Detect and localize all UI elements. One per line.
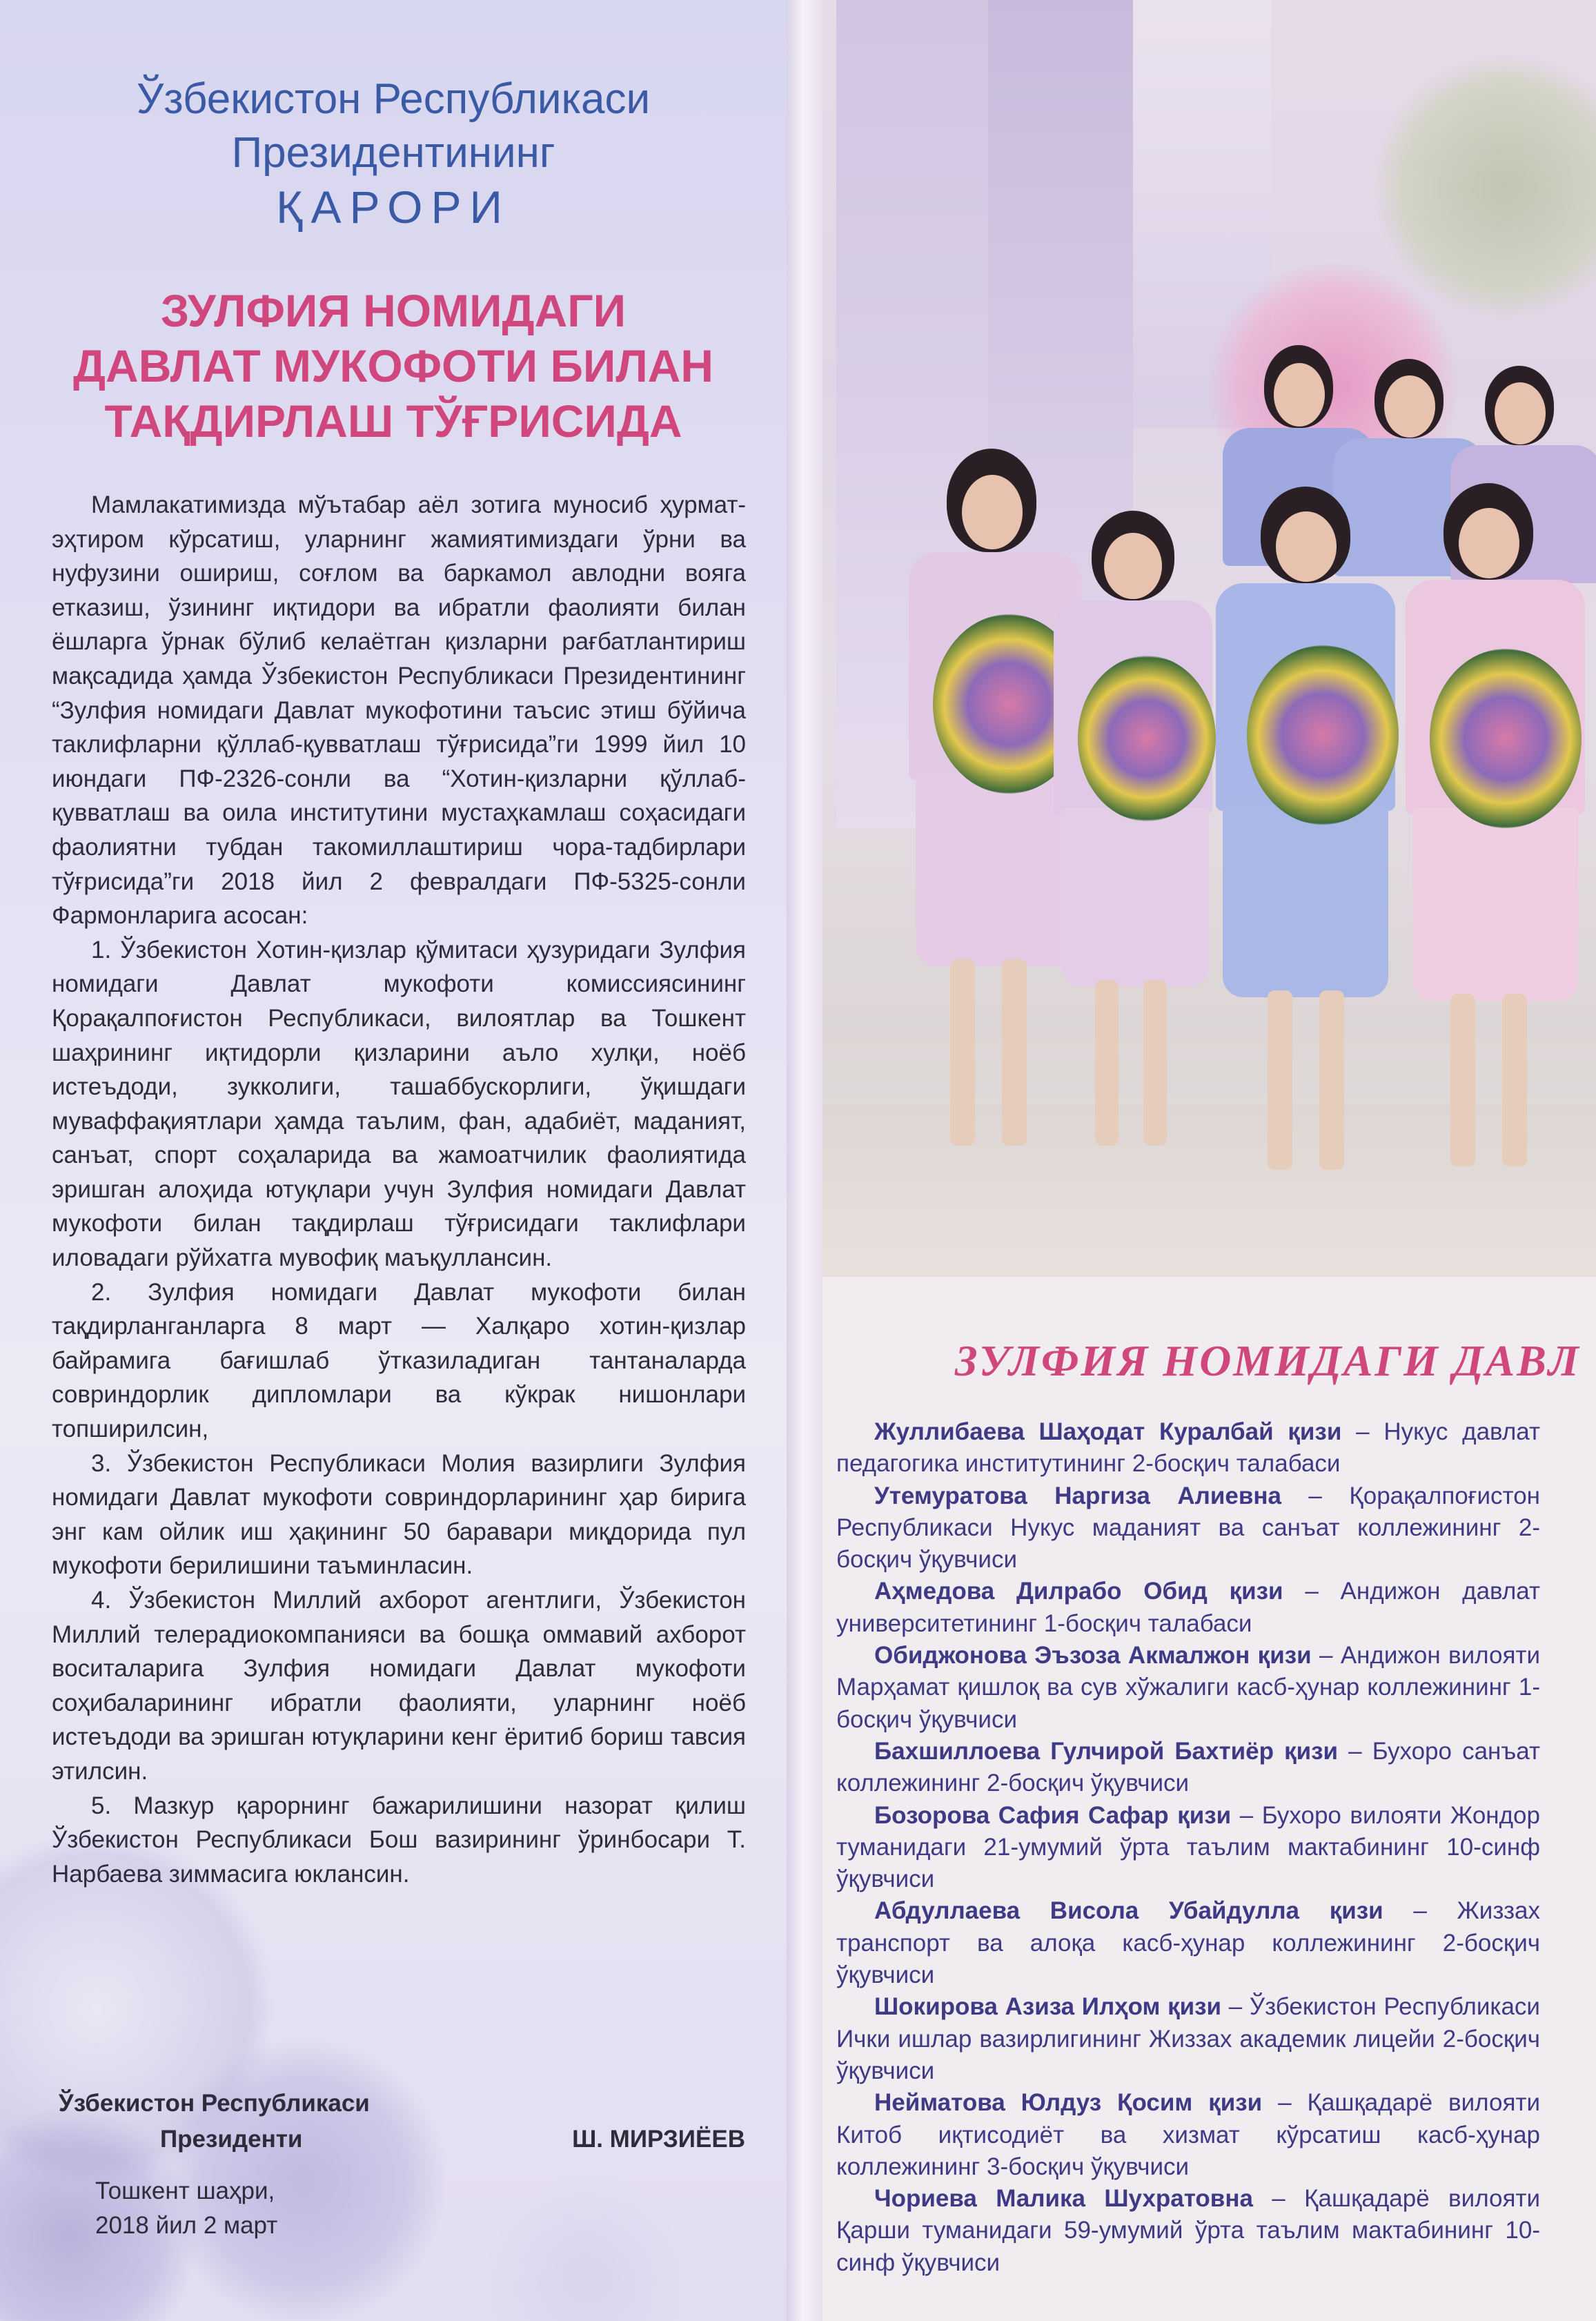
awardee-entry xyxy=(836,1416,1540,1480)
decree-title xyxy=(0,283,787,449)
signing-date: 2018 йил 2 март xyxy=(95,2212,278,2239)
decree-title-line-1: ЗУЛФИЯ НОМИДАГИ xyxy=(160,285,627,336)
awardee-name: Абдуллаева Висола Убайдулла қизи xyxy=(874,1897,1383,1925)
awardee-description: – Қорақалпоғистон Республикаси Нукус маданият ва санъат коллежининг 2-босқич ўқувчиси xyxy=(836,1482,1540,1574)
decorative-flower-shape xyxy=(483,2174,690,2321)
awardee-entry xyxy=(836,1736,1540,1800)
page-fold xyxy=(787,0,822,2321)
decree-header xyxy=(0,72,787,234)
decree-title-line-3: ТАҚДИРЛАШ ТЎҒРИСИДА xyxy=(104,395,682,447)
awardee-entry xyxy=(836,1800,1540,1896)
awardee-entry xyxy=(836,1576,1540,1640)
awards-list-title: ЗУЛФИЯ НОМИДАГИ ДАВЛ xyxy=(955,1336,1581,1385)
awardee-entry xyxy=(836,1640,1540,1736)
awardees-page xyxy=(822,0,1596,2321)
awardee-name: Бахшиллоева Гулчирой Бахтиёр қизи xyxy=(874,1737,1339,1765)
decree-item-4: 4. Ўзбекистон Миллий ахборот агентлиги, Ўзбекистон Миллий телерадиокомпанияси ва бошқа оммавий ахборот воситаларига Зулфия номидаги Давлат мукофоти соҳибаларининг ибратли фаолияти, уларнинг ноёб истеъдоди ва эришган ютуқларини кенг ёритиб бориш тавсия этилсин. xyxy=(52,1587,746,1785)
decree-item-2: 2. Зулфия номидаги Давлат мукофоти билан тақдирланганларга 8 март — Халқаро хотин-қизлар байрамига бағишлаб ўтказиладиган тантаналарда совриндорлик дипломлари ва кўкрак нишонлари топширилсин, xyxy=(52,1278,746,1443)
awardee-description: – Андижон давлат университетининг 1-босқич талабаси xyxy=(836,1578,1540,1637)
header-line-2: Президентининг xyxy=(231,129,555,177)
awardee-description: – Қашқадарё вилояти Китоб иқтисодиёт ва хизмат кўрсатиш касб-ҳунар коллежининг 3-босқич ўқувчиси xyxy=(836,2089,1540,2180)
awardee-name: Обиджонова Эъзоза Акмалжон қизи xyxy=(874,1642,1312,1669)
decree-item-5: 5. Мазкур қарорнинг бажарилишини назорат қилиш Ўзбекистон Республикаси Бош вазирининг ўринбосари Т. Нарбаева зиммасига юклансин. xyxy=(52,1792,746,1888)
signature-title-line-1: Ўзбекистон Республикаси xyxy=(59,2090,370,2117)
flower-bouquet xyxy=(1247,645,1399,825)
header-line-1: Ўзбекистон Республикаси xyxy=(136,75,651,123)
signing-place: Тошкент шаҳри, xyxy=(95,2177,275,2204)
awardee-entry xyxy=(836,2183,1540,2279)
awardee-description: – Нукус давлат педагогика институтининг 2-босқич талабаси xyxy=(836,1418,1540,1478)
signature-title-line-2: Президенти xyxy=(160,2126,303,2153)
awardee-name: Шокирова Азиза Илҳом қизи xyxy=(874,1993,1222,2021)
awardee-entry xyxy=(836,1991,1540,2087)
awardee-name: Бозорова Сафия Сафар қизи xyxy=(874,1801,1232,1829)
awardee-entry xyxy=(836,1895,1540,1991)
flower-bouquet xyxy=(1078,656,1216,821)
signature-block xyxy=(59,2086,745,2168)
awardee-description: – Ўзбекистон Республикаси Ички ишлар вазирлигининг Жиззах академик лицейи 2-босқич ўқувчиси xyxy=(836,1993,1540,2084)
awardee-description: – Бухоро вилояти Жондор туманидаги 21-умумий ўрта таълим мактабининг 10-синф ўқувчиси xyxy=(836,1801,1540,1893)
awardee-description: – Бухоро санъат коллежининг 2-босқич ўқувчиси xyxy=(836,1737,1540,1797)
signature-name: Ш. МИРЗИЁЕВ xyxy=(572,2126,745,2153)
awardee-name: Утемуратова Наргиза Алиевна xyxy=(874,1482,1281,1509)
green-background-blur xyxy=(1375,55,1596,317)
flower-bouquet xyxy=(1430,649,1582,828)
decree-item-1: 1. Ўзбекистон Хотин-қизлар қўмитаси ҳузуридаги Зулфия номидаги Давлат мукофоти комиссиясининг Қорақалпоғистон Республикаси, вилоятлар ва Тошкент шаҳрининг иқтидорли қизларини аъло хулқи, ноёб истеъдоди, зукколиги, ташаббускорлиги, ўқишдаги муваффақиятлари ҳамда таълим, фан, адабиёт, маданият, санъат, спорт соҳаларида ва жамоатчилик фаолиятида эришган алоҳида ютуқлари учун Зулфия номидаги Давлат мукофоти билан тақдирлаш тўғрисидаги таклифлари иловадаги рўйхатга мувофиқ маъқуллансин. xyxy=(52,936,746,1272)
decree-page xyxy=(0,0,787,2321)
awardee-entry xyxy=(836,1480,1540,1576)
awardee-entry xyxy=(836,2087,1540,2183)
header-line-3: ҚАРОРИ xyxy=(276,182,511,233)
decree-item-3: 3. Ўзбекистон Республикаси Молия вазирлиги Зулфия номидаги Давлат мукофоти совриндорларининг ҳар бирига энг кам ойлик иш ҳақининг 50 баравари миқдорида пул мукофоти берилишини таъминласин. xyxy=(52,1449,746,1580)
awardee-description: – Қашқадарё вилояти Қарши туманидаги 59-умумий ўрта таълим мактабининг 10-синф ўқувчиси xyxy=(836,2185,1541,2276)
awardee-description: – Андижон вилояти Марҳамат қишлоқ ва сув хўжалиги касб-ҳунар коллежининг 1-босқич ўқувчиси xyxy=(836,1642,1540,1733)
awardee-description: – Жиззах транспорт ва алоқа касб-ҳунар коллежининг 2-босқич ўқувчиси xyxy=(836,1897,1541,1989)
awardee-name: Аҳмедова Дилрабо Обид қизи xyxy=(874,1578,1283,1605)
signing-place-date xyxy=(95,2174,277,2243)
decree-title-line-2: ДАВЛАТ МУКОФОТИ БИЛАН xyxy=(73,340,713,391)
awardee-name: Нейматова Юлдуз Қосим қизи xyxy=(874,2089,1263,2117)
awardees-list xyxy=(836,1416,1540,2279)
stage-floor xyxy=(822,1104,1596,1277)
awardee-name: Чориева Малика Шухратовна xyxy=(874,2185,1253,2213)
decree-intro-paragraph: Мамлакатимизда мўътабар аёл зотига муносиб ҳурмат-эҳтиром кўрсатиш, уларнинг жамиятимиздаги ўрни ва нуфузини ошириш, соғлом ва баркамол авлодни вояга етказиш, ўзининг иқтидори ва ибратли фаолияти билан ёшларга ўрнак бўлиб келаётган қизларни рағбатлантириш мақсадида ҳамда Ўзбекистон Республикаси Президентининг “Зулфия номидаги Давлат мукофотини таъсис этиш бўйича таклифларни қўллаб-қувватлаш тўғрисида”ги 1999 йил 10 июндаги ПФ-2326-сонли ва “Хотин-қизларни қўллаб-қувватлаш ва оила институтини мустаҳкамлаш соҳасидаги фаолиятни тубдан такомиллаштириш чора-тадбирлари тўғрисида”ги 2018 йил 2 февралдаги ПФ-5325-сонли Фармонларига асосан: xyxy=(52,491,746,930)
decree-body xyxy=(52,488,746,1891)
awardee-name: Жуллибаева Шаҳодат Куралбай қизи xyxy=(874,1418,1342,1445)
awardees-photo xyxy=(822,0,1596,1277)
